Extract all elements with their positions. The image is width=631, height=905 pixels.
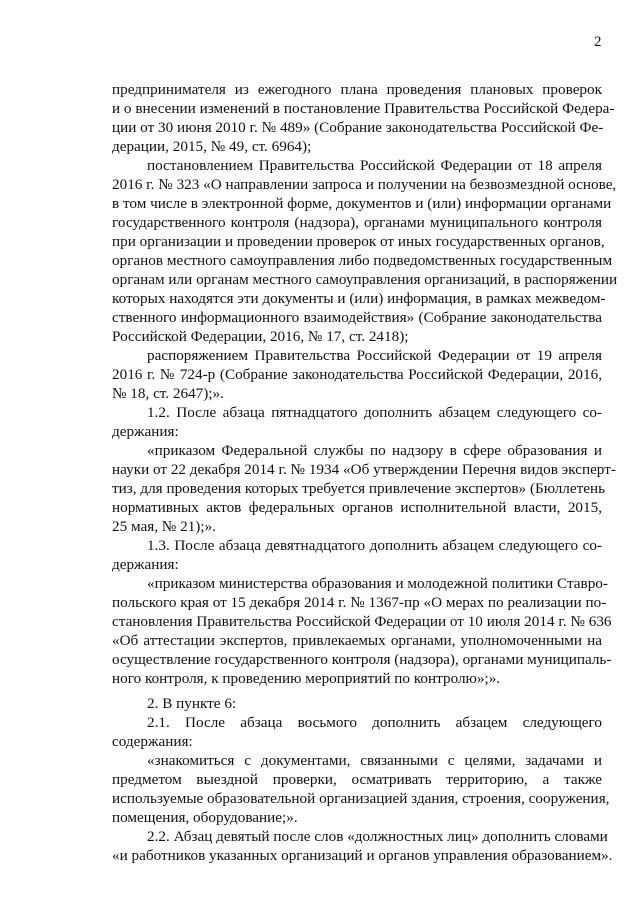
text-line: содержания: — [112, 733, 193, 750]
text-line: государственного контроля (надзора), органами муниципального контроля — [112, 214, 602, 231]
text-line: 2016 г. № 724-р (Собрание законодательства Российской Федерации, 2016, — [112, 366, 602, 383]
text-line: 2016 г. № 323 «О направлении запроса и получении на безвозмездной основе, — [112, 176, 617, 193]
text-line: постановлением Правительства Российской Федерации от 18 апреля — [147, 157, 602, 174]
text-line: дерации, 2015, № 49, ст. 6964); — [112, 138, 312, 155]
text-line: польского края от 15 декабря 2014 г. № 1367-пр «О мерах по реализации по- — [112, 594, 607, 611]
text-line: науки от 22 декабря 2014 г. № 1934 «Об утверждении Перечня видов эксперт- — [112, 461, 616, 478]
text-line: держания: — [112, 423, 179, 440]
text-line: «приказом Федеральной службы по надзору в сфере образования и — [147, 442, 602, 459]
text-line: 1.3. После абзаца девятнадцатого дополнить абзацем следующего со- — [147, 537, 602, 554]
text-line: в том числе в электронной форме, документов и (или) информации органами — [112, 195, 612, 212]
text-line: Российской Федерации, 2016, № 17, ст. 2418); — [112, 328, 409, 345]
text-line: нормативных актов федеральных органов исполнительной власти, 2015, — [112, 499, 602, 516]
text-line: 25 мая, № 21);». — [112, 518, 216, 535]
text-line: становления Правительства Российской Федерации от 10 июля 2014 г. № 636 — [112, 613, 612, 630]
text-line: «Об аттестации экспертов, привлекаемых органами, уполномоченными на — [112, 632, 602, 649]
text-line: 2.1. После абзаца восьмого дополнить абзацем следующего — [147, 714, 602, 731]
text-line: используемые образовательной организацией здания, строения, сооружения, — [112, 790, 610, 807]
text-line: № 18, ст. 2647);». — [112, 385, 224, 402]
text-line: держания: — [112, 556, 179, 573]
text-line: предпринимателя из ежегодного плана проведения плановых проверок — [112, 81, 602, 98]
text-line: распоряжением Правительства Российской Федерации от 19 апреля — [147, 347, 602, 364]
text-line: предметом выездной проверки, осматривать территорию, а также — [112, 771, 602, 788]
text-line: «приказом министерства образования и молодежной политики Ставро- — [147, 575, 608, 592]
text-line: 1.2. После абзаца пятнадцатого дополнить абзацем следующего со- — [147, 404, 602, 421]
text-line: и о внесении изменений в постановление Правительства Российской Федера- — [112, 100, 615, 117]
text-line: помещения, оборудование;». — [112, 809, 298, 826]
text-line: которых находятся эти документы и (или) информация, в рамках межведом- — [112, 290, 606, 307]
text-line: 2. В пункте 6: — [147, 695, 237, 712]
page-number: 2 — [594, 34, 602, 50]
text-line: 2.2. Абзац девятый после слов «должностных лиц» дополнить словами — [147, 828, 608, 845]
text-line: органов местного самоуправления либо подведомственных государственным — [112, 252, 613, 269]
text-line: ного контроля, к проведению мероприятий по контролю»;». — [112, 670, 501, 687]
text-line: ции от 30 июня 2010 г. № 489» (Собрание законодательства Российской Фе- — [112, 119, 604, 136]
text-line: органам или органам местного самоуправления организаций, в распоряжении — [112, 271, 618, 288]
text-line: тиз, для проведения которых требуется привлечение экспертов» (Бюллетень — [112, 480, 606, 497]
text-line: при организации и проведении проверок от иных государственных органов, — [112, 233, 605, 250]
text-line: осуществление государственного контроля (надзора), органами муниципаль- — [112, 651, 612, 668]
text-line: «и работников указанных организаций и органов управления образованием». — [112, 847, 613, 864]
text-line: «знакомиться с документами, связанными с целями, задачами и — [147, 752, 602, 769]
text-line: ственного информационного взаимодействия» (Собрание законодательства — [112, 309, 602, 326]
